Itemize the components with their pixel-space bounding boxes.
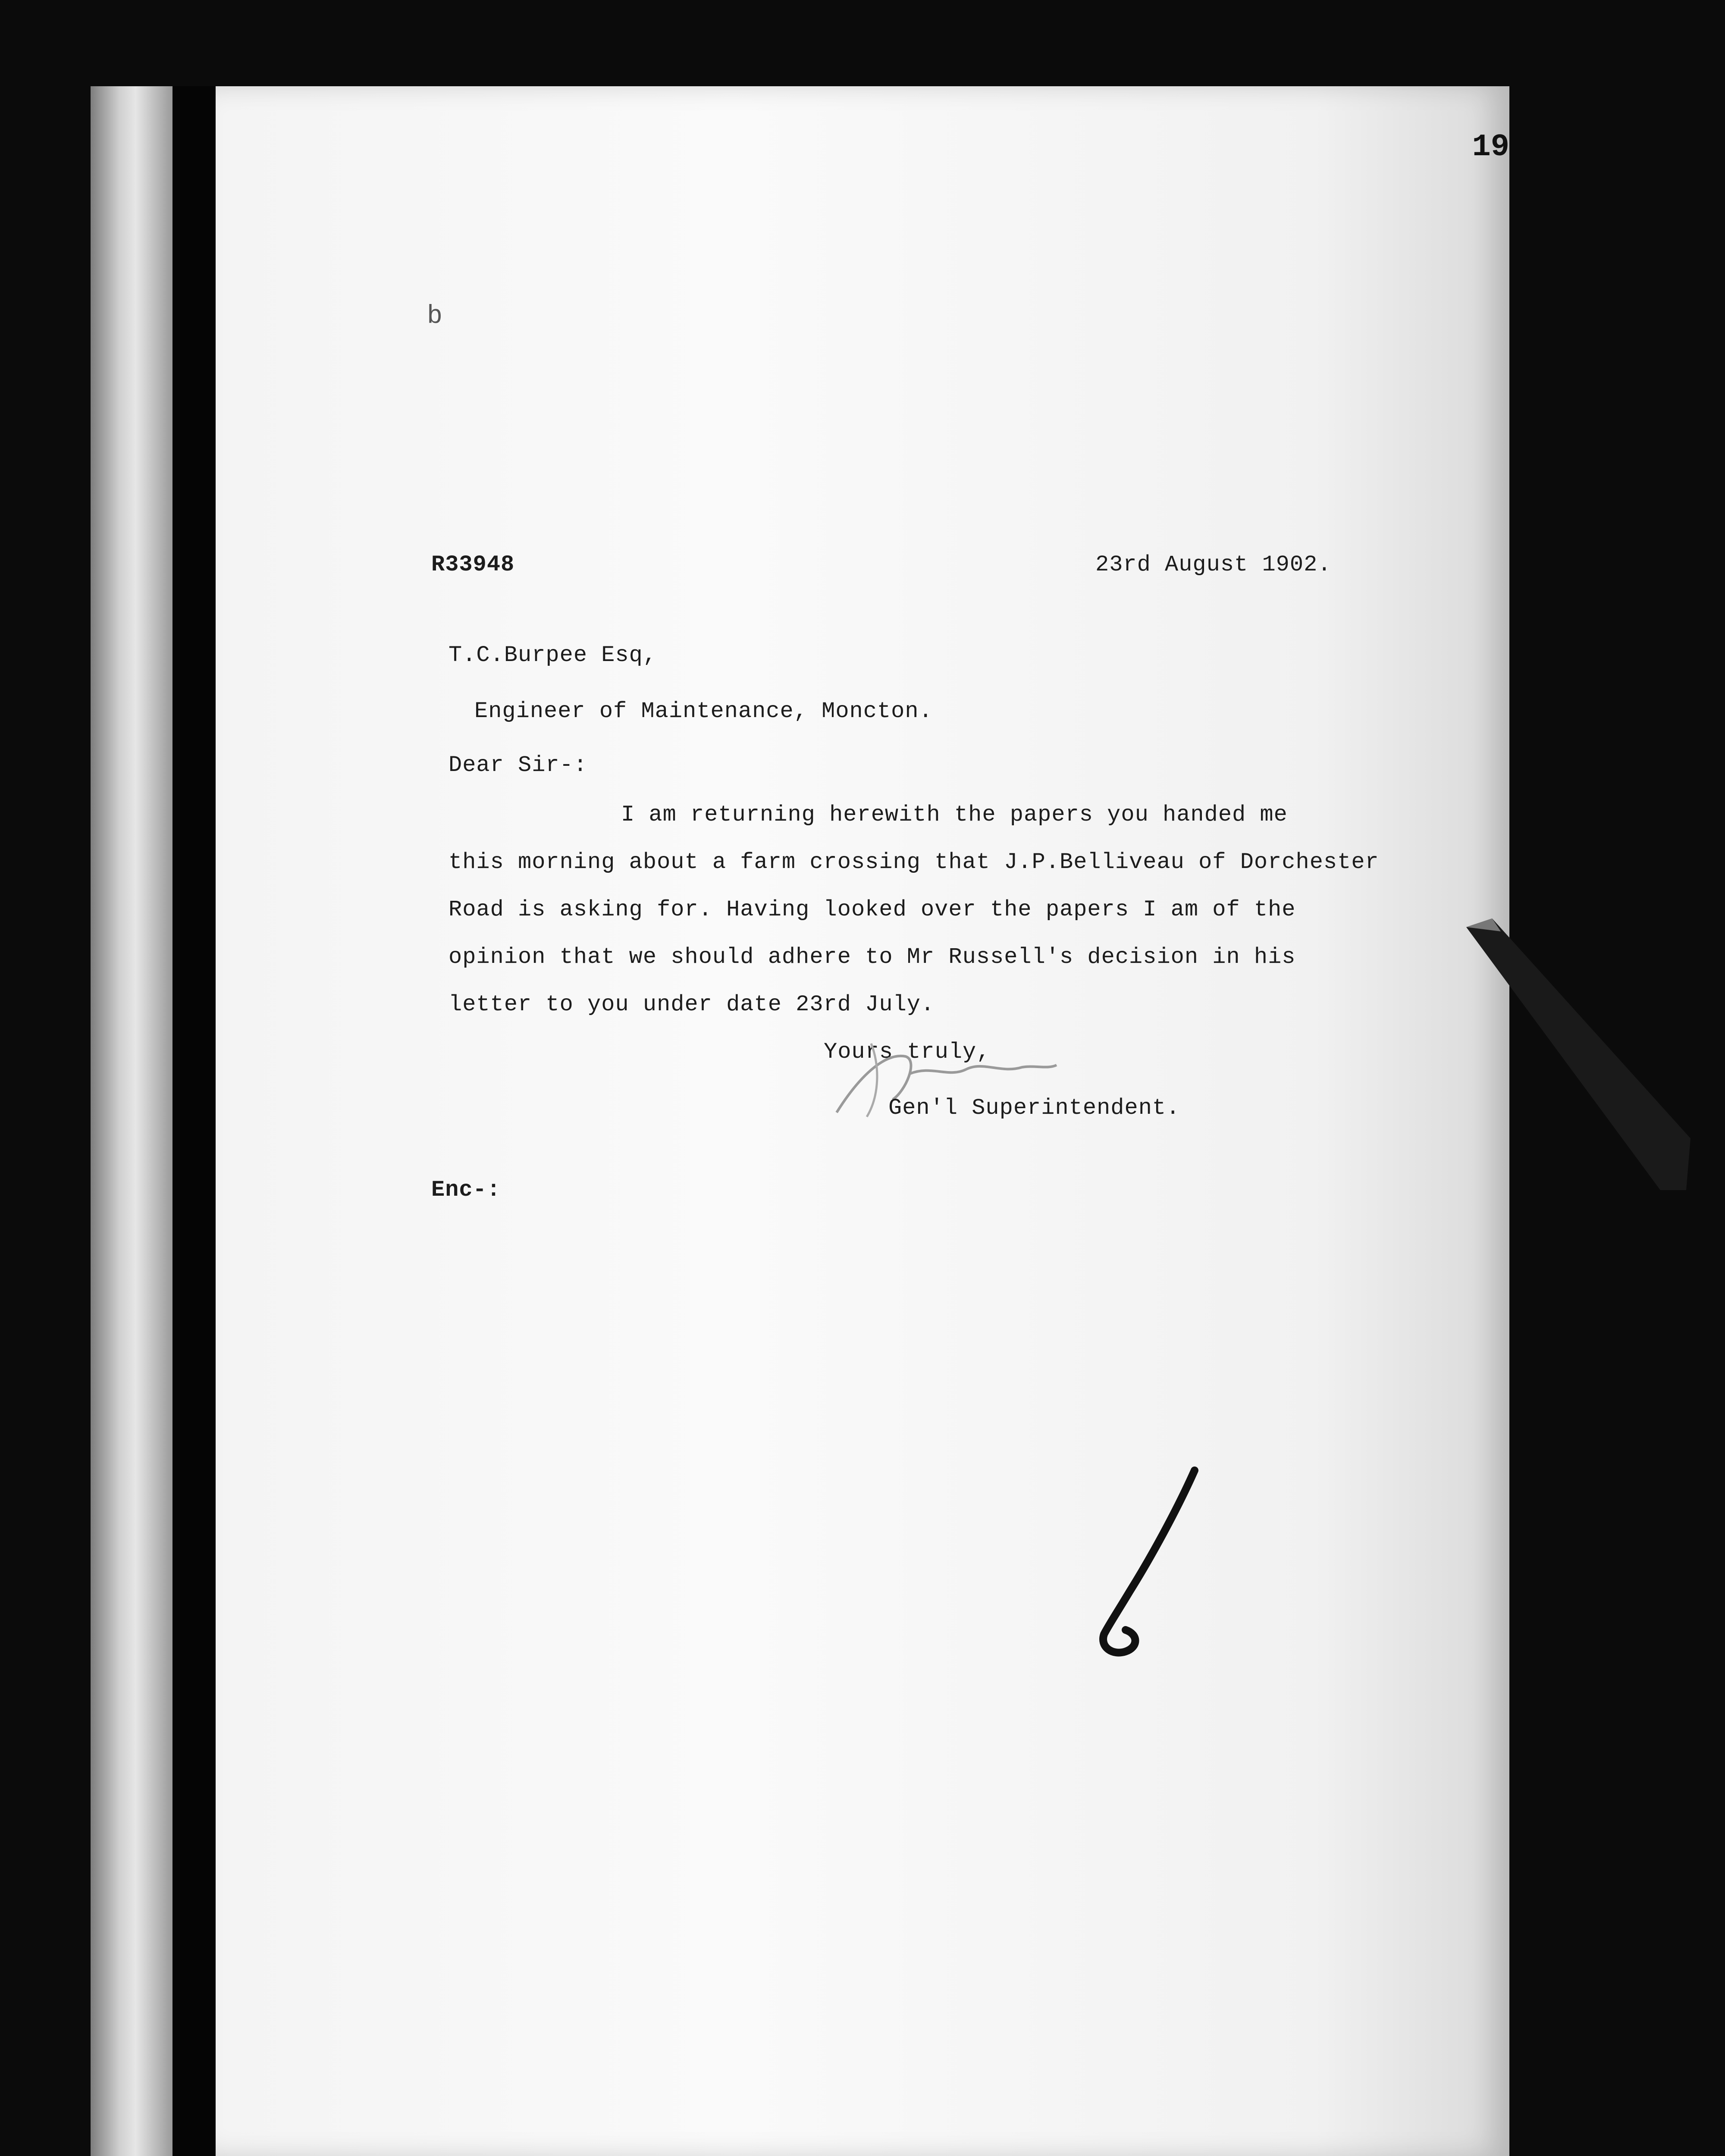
film-gap — [172, 86, 216, 2156]
signature-title: Gen'l Superintendent. — [888, 1095, 1180, 1121]
body-line-4: opinion that we should adhere to Mr Russell's decision in his — [448, 944, 1296, 970]
checkmark-icon — [1078, 1462, 1208, 1669]
recipient-title: Engineer of Maintenance, Moncton. — [474, 699, 933, 724]
body-line-5: letter to you under date 23rd July. — [448, 992, 935, 1017]
recipient-name: T.C.Burpee Esq, — [448, 642, 657, 668]
enclosure-mark: Enc-: — [431, 1177, 501, 1203]
body-line-3: Road is asking for. Having looked over the papers I am of the — [448, 897, 1296, 922]
reference-number: R33948 — [431, 552, 515, 577]
stray-mark: b — [427, 302, 443, 331]
body-line-1: I am returning herewith the papers you handed me — [621, 802, 1288, 827]
body-line-2: this morning about a farm crossing that J.P.Belliveau of Dorchester — [448, 849, 1379, 875]
film-edge-strip — [91, 86, 172, 2156]
letter-page — [216, 86, 1509, 2156]
letter-date: 23rd August 1902. — [1095, 552, 1332, 577]
salutation: Dear Sir-: — [448, 752, 588, 778]
pencil-shadow — [1458, 914, 1699, 1190]
closing: Yours truly, — [824, 1039, 991, 1065]
page-number: 19 — [1472, 129, 1509, 165]
